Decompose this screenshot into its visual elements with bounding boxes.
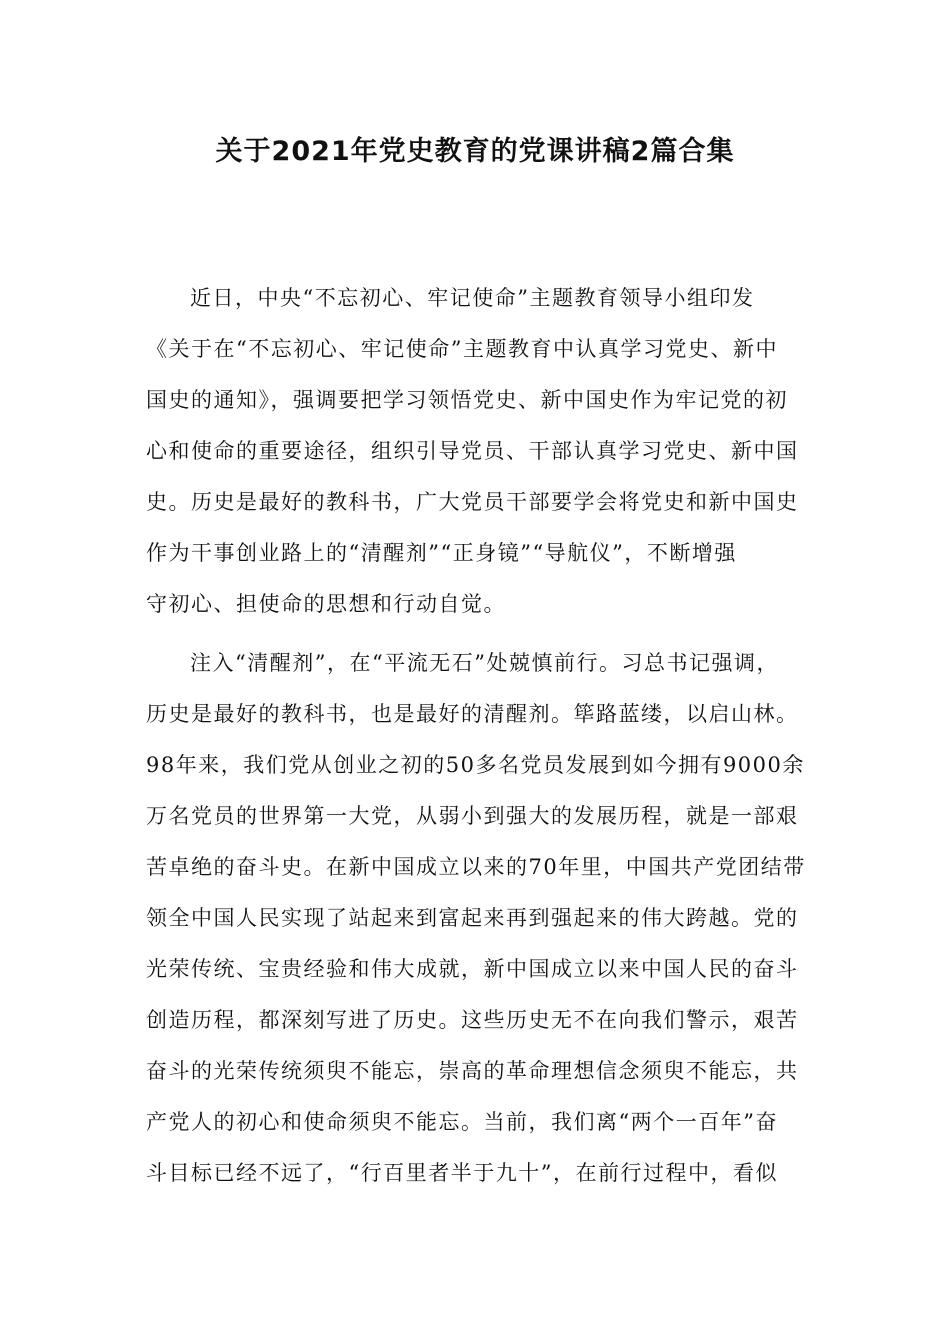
paragraph-line: 国史的通知》，强调要把学习领悟党史、新中国史作为牢记党的初 — [146, 388, 788, 412]
paragraph-1 — [146, 273, 806, 630]
paragraph-line: 斗目标已经不远了，“行百里者半于九十”，在前行过程中，看似 — [146, 1161, 778, 1185]
paragraph-line: 98年来，我们党从创业之初的50多名党员发展到如今拥有9000余 — [146, 753, 805, 777]
paragraph-line: 注入“清醒剂”，在“平流无石”处兢慎前行。习总书记强调， — [190, 651, 779, 675]
paragraph-line: 心和使命的重要途径，组织引导党员、干部认真学习党史、新中国 — [146, 439, 799, 463]
paragraph-line: 守初心、担使命的思想和行动自觉。 — [146, 592, 506, 616]
paragraph-line: 产党人的初心和使命须臾不能忘。当前，我们离“两个一百年”奋 — [146, 1110, 778, 1134]
paragraph-2 — [146, 638, 806, 1199]
paragraph-line: 创造历程，都深刻写进了历史。这些历史无不在向我们警示，艰苦 — [146, 1008, 799, 1032]
paragraph-line: 万名党员的世界第一大党，从弱小到强大的发展历程，就是一部艰 — [146, 804, 799, 828]
paragraph-line: 光荣传统、宝贵经验和伟大成就，新中国成立以来中国人民的奋斗 — [146, 957, 799, 981]
paragraph-line: 领全中国人民实现了站起来到富起来再到强起来的伟大跨越。党的 — [146, 906, 799, 930]
paragraph-line: 作为干事创业路上的“清醒剂”“正身镜”“导航仪”，不断增强 — [146, 541, 737, 565]
paragraph-line: 史。历史是最好的教科书，广大党员干部要学会将党史和新中国史 — [146, 490, 799, 514]
paragraph-line: 《关于在“不忘初心、牢记使命”主题教育中认真学习党史、新中 — [146, 337, 778, 361]
paragraph-line: 近日，中央“不忘初心、牢记使命”主题教育领导小组印发 — [190, 286, 755, 310]
paragraph-line: 历史是最好的教科书，也是最好的清醒剂。筚路蓝缕，以启山林。 — [146, 702, 799, 726]
paragraph-line: 奋斗的光荣传统须臾不能忘，崇高的革命理想信念须臾不能忘，共 — [146, 1059, 799, 1083]
document-title: 关于2021年党史教育的党课讲稿2篇合集 — [215, 136, 735, 167]
paragraph-line: 苦卓绝的奋斗史。在新中国成立以来的70年里，中国共产党团结带 — [146, 855, 806, 879]
